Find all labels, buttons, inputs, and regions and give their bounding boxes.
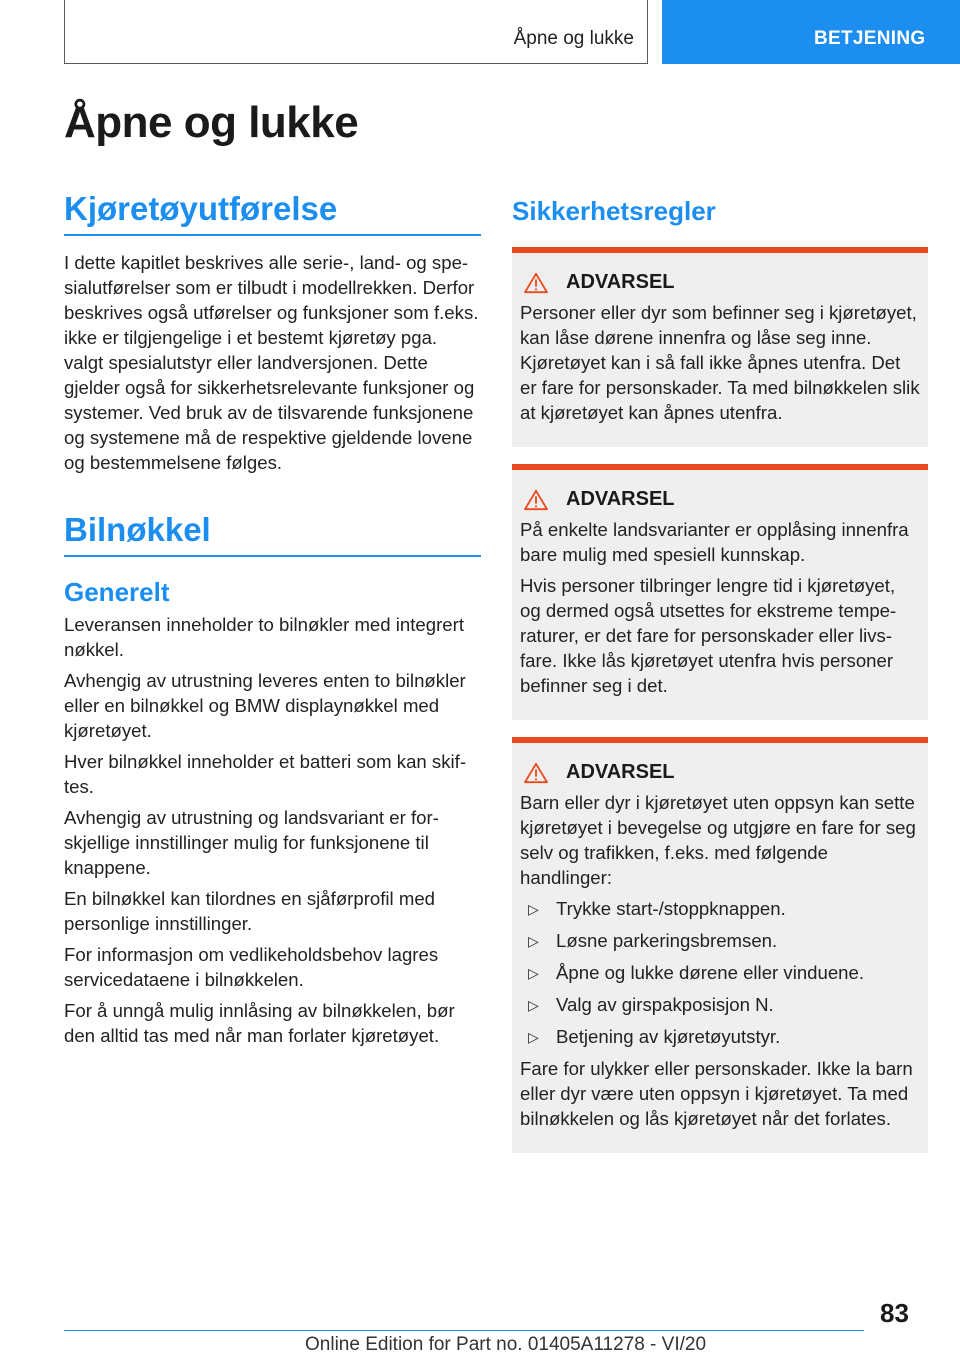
page-number: 83: [880, 1298, 909, 1328]
list-item: [520, 928, 920, 954]
bullet-triangle-icon: ▷: [528, 965, 539, 981]
warning-triangle-icon: [522, 489, 550, 511]
warning-title: ADVARSEL: [566, 761, 675, 783]
page-title: Åpne og lukke: [64, 98, 359, 147]
general-paragraph: For informasjon om vedlikeholdsbehov lagres servicedataene i bilnøkkelen.: [64, 944, 439, 990]
action-list: [520, 896, 920, 1050]
general-paragraph: Hver bilnøkkel inneholder et batteri som kan skiftes.: [64, 751, 467, 797]
list-item: [520, 992, 920, 1018]
warning-title: ADVARSEL: [566, 488, 675, 510]
header-section-title: Åpne og lukke: [513, 28, 634, 49]
list-item-text: Valg av girspakposisjon N.: [556, 994, 774, 1015]
warning-text: Personer eller dyr som befinner seg i kjøretøyet, kan låse dørene innenfra og låse seg inne. Kjøretøyet kan i så fall ikke åpnes utenfra. Det er fare for personskader. Ta med bilnøkkelen slik at kjøretøyet kan åpnes utenfra.: [520, 302, 920, 423]
footer-divider: [64, 1330, 864, 1331]
warning-text: På enkelte landsvarianter er opplåsing innenfra bare mulig med spesiell kunnskap.: [520, 519, 909, 565]
general-heading: Generelt: [64, 577, 170, 607]
general-paragraph: Leveransen inneholder to bilnøkler med integrert nøkkel.: [64, 614, 464, 660]
warning-text: Fare for ulykker eller personskader. Ikke la barn eller dyr være uten oppsyn i kjøretøyet. Ta med bilnøkkelen og lås kjøretøyet når det forlates.: [520, 1058, 913, 1129]
list-item: [520, 1024, 920, 1050]
warning-box: [512, 464, 928, 720]
bullet-triangle-icon: ▷: [528, 933, 539, 949]
warning-header: [520, 761, 920, 784]
general-paragraph: For å unngå mulig innlåsing av bilnøkkelen, bør den alltid tas med når man forlater kjøretøyet.: [64, 1000, 455, 1046]
list-item-text: Trykke start-/stoppknappen.: [556, 898, 786, 919]
warning-box: [512, 737, 928, 1153]
bullet-triangle-icon: ▷: [528, 997, 539, 1013]
list-item-text: Løsne parkeringsbremsen.: [556, 930, 778, 951]
general-paragraph: Avhengig av utrustning leveres enten to bilnøkler eller en bilnøkkel og BMW displaynøkkel med kjøretøyet.: [64, 670, 466, 741]
list-item: [520, 896, 920, 922]
warning-triangle-icon: [522, 272, 550, 294]
vehicle-version-heading: Kjøretøyutførelse: [64, 190, 481, 236]
list-item-text: Betjening av kjøretøyutstyr.: [556, 1026, 781, 1047]
warning-header: [520, 271, 920, 294]
bullet-triangle-icon: ▷: [528, 1029, 539, 1045]
warning-text: Hvis personer tilbringer lengre tid i kjøretøyet, og dermed også utsettes for ekstreme temperaturer, er det fare for personskader eller livsfare. Ikke lås kjøretøyet utenfra hvis personer befinner seg i det.: [520, 575, 897, 696]
general-paragraph: En bilnøkkel kan tilordnes en sjåførprofil med personlige innstillinger.: [64, 888, 436, 934]
warning-triangle-icon: [522, 762, 550, 784]
chapter-tab[interactable]: BETJENING: [662, 0, 960, 64]
general-paragraph: Avhengig av utrustning og landsvariant er forskjellige innstillinger mulig for funksjonene til knappene.: [64, 807, 439, 878]
left-column: [64, 190, 481, 1054]
list-item-text: Åpne og lukke dørene eller vinduene.: [556, 962, 865, 983]
warning-title: ADVARSEL: [566, 271, 675, 293]
bullet-triangle-icon: ▷: [528, 901, 539, 917]
warning-header: [520, 488, 920, 511]
car-key-heading: Bilnøkkel: [64, 511, 481, 557]
right-column: [512, 190, 928, 1170]
safety-rules-heading: Sikkerhetsregler: [512, 196, 716, 226]
warning-text: Barn eller dyr i kjøretøyet uten oppsyn kan sette kjøretøyet i bevegelse og utgjøre en fare for seg selv og trafikken, f.eks. med følgende handlinger:: [520, 792, 916, 888]
vehicle-version-text: I dette kapitlet beskrives alle serie-, land- og spesialutførelser som er tilbudt i modellrekken. Derfor beskrives også utførelser og funksjoner som f.eks. ikke er tilgjengelige i et bestemt kjøretøy pga. valgt spesialutstyr eller landversjonen. Dette gjelder også for sikkerhetsrelevante funksjoner og systemer. Ved bruk av de tilsvarende funksjonene og systemene må de respektive gjeldende lovene og bestemmelsene følges.: [64, 252, 479, 473]
footer-edition: Online Edition for Part no. 01405A11278 - VI/20: [305, 1334, 707, 1355]
warning-box: [512, 247, 928, 447]
list-item: [520, 960, 920, 986]
